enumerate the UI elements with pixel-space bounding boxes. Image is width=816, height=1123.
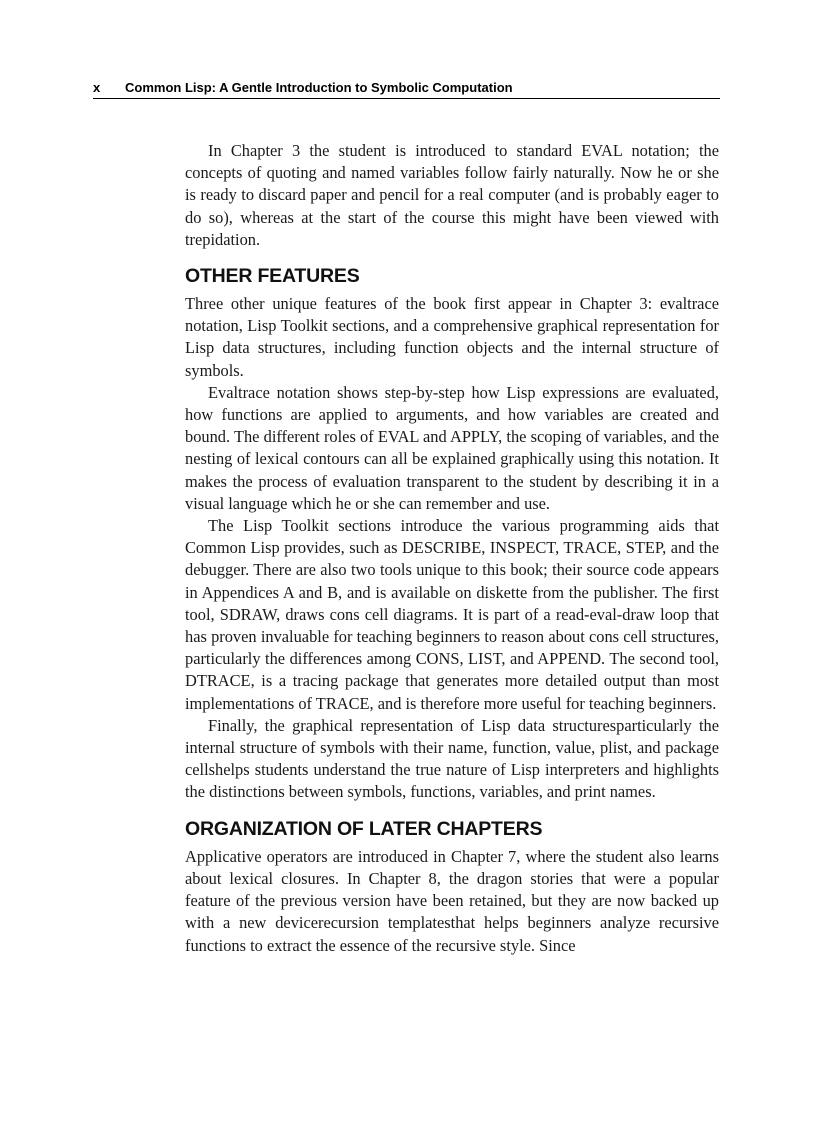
paragraph: Finally, the graphical representation of Lisp data structuresparticularly the internal structure of symbols with their name, function, value, plist, and package cellshelps students understand the true nature of Lisp interpreters and highlights the distinctions between symbols, functions, variables, and print names. <box>185 715 719 802</box>
page-body <box>185 140 719 957</box>
paragraph: Evaltrace notation shows step-by-step how Lisp expressions are evaluated, how functions are applied to arguments, and how variables are created and bound. The different roles of EVAL and APPLY, the scoping of variables, and the nesting of lexical contours can all be explained graphically using this notation. It makes the process of evaluation transparent to the student by describing it in a visual language which he or she can remember and use. <box>185 382 719 513</box>
page-number: x <box>93 80 101 95</box>
paragraph: The Lisp Toolkit sections introduce the various programming aids that Common Lisp provides, such as DESCRIBE, INSPECT, TRACE, STEP, and the debugger. There are also two tools unique to this book; their source code appears in Appendices A and B, and is available on diskette from the publisher. The first tool, SDRAW, draws cons cell diagrams. It is part of a read-eval-draw loop that has proven invaluable for teaching beginners to reason about cons cell structures, particularly the differences among CONS, LIST, and APPEND. The second tool, DTRACE, is a tracing package that generates more detailed output than most implementations of TRACE, and is therefore more useful for teaching beginners. <box>185 516 719 713</box>
book-title: Common Lisp: A Gentle Introduction to Symbolic Computation <box>125 80 513 95</box>
paragraph: Three other unique features of the book first appear in Chapter 3: evaltrace notation, Lisp Toolkit sections, and a comprehensive graphical representation for Lisp data structures, including function objects and the internal structure of symbols. <box>185 294 719 380</box>
running-head <box>93 80 720 99</box>
section-heading-other-features: OTHER FEATURES <box>185 265 360 288</box>
intro-paragraph: In Chapter 3 the student is introduced to standard EVAL notation; the concepts of quoting and named variables follow fairly naturally. Now he or she is ready to discard paper and pencil for a real computer (and is probably eager to do so), whereas at the start of the course this might have been viewed with trepidation. <box>185 141 719 249</box>
section-heading-later-chapters: ORGANIZATION OF LATER CHAPTERS <box>185 817 543 840</box>
paragraph: Applicative operators are introduced in Chapter 7, where the student also learns about lexical closures. In Chapter 8, the dragon stories that were a popular feature of the previous version have been retained, but they are now backed up with a new devicerecursion templatesthat helps beginners analyze recursive functions to extract the essence of the recursive style. Since <box>185 846 719 955</box>
